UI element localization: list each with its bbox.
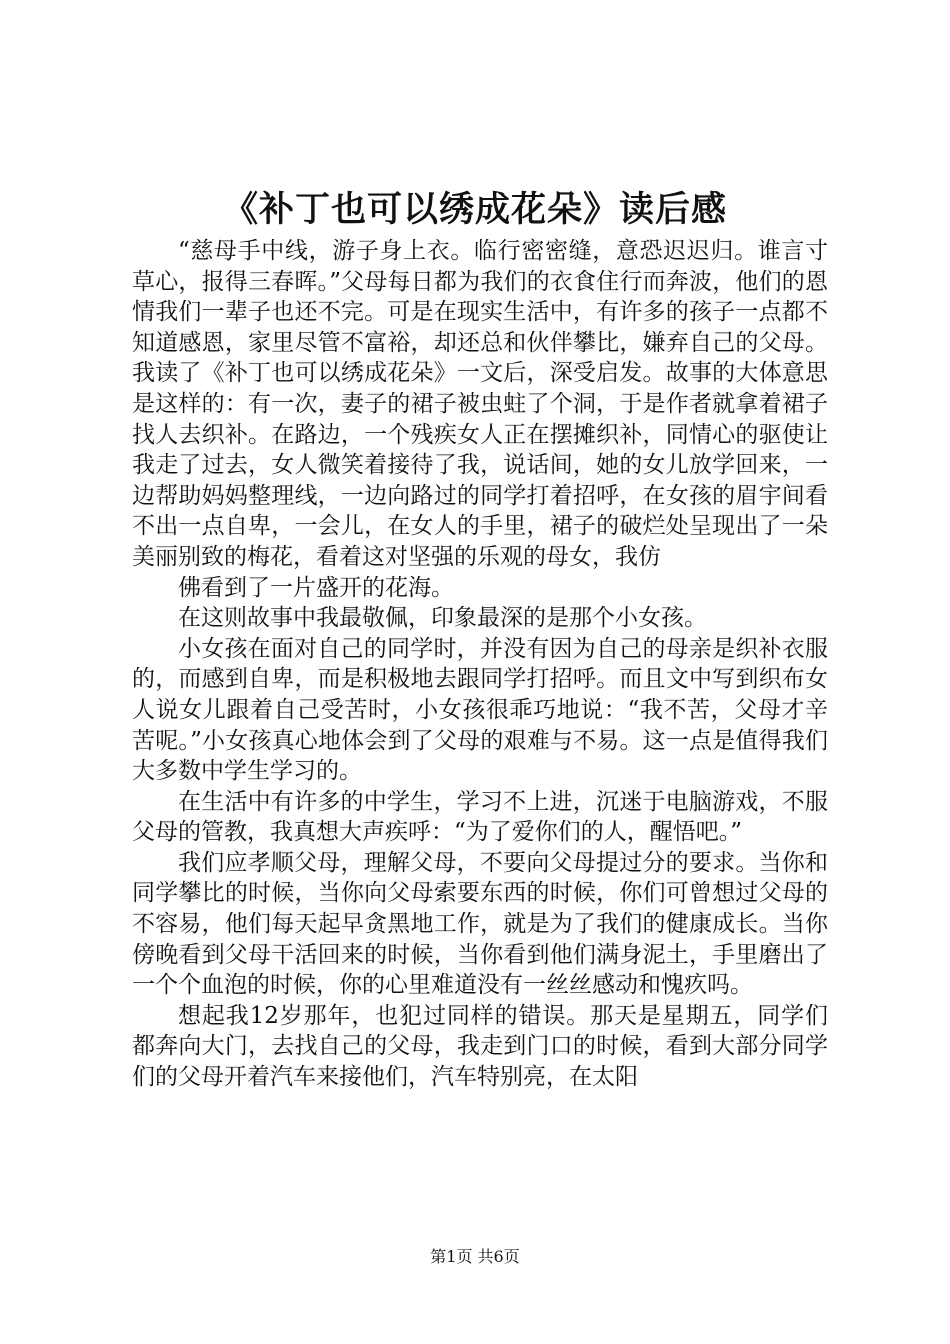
paragraph-6: 我们应孝顺父母，理解父母，不要向父母提过分的要求。当你和同学攀比的时候，当你向父母索要东西的时候，你们可曾想过父母的不容易，他们每天起早贪黑地工作，就是为了我们的健康成长。当你傍晚看到父母干活回来的时候，当你看到他们满身泥土，手里磨出了一个个血泡的时候，你的心里难道没有一丝丝感动和愧疚吗。 — [132, 849, 828, 999]
paragraph-5: 在生活中有许多的中学生，学习不上进，沉迷于电脑游戏，不服父母的管教，我真想大声疾呼：“为了爱你们的人，醒悟吧。” — [132, 788, 828, 846]
paragraph-3: 在这则故事中我最敬佩，印象最深的是那个小女孩。 — [178, 605, 707, 632]
paragraph-7: 想起我12岁那年，也犯过同样的错误。那天是星期五，同学们都奔向大门，去找自己的父母，我走到门口的时候，看到大部分同学们的父母开着汽车来接他们，汽车特别亮，在太阳 — [132, 1002, 828, 1091]
document-body — [132, 236, 828, 1093]
paragraph-2: 佛看到了一片盛开的花海。 — [178, 574, 454, 601]
page-footer: 第1页 共6页 — [430, 1247, 520, 1266]
document-title: 《补丁也可以绣成花朵》读后感 — [222, 189, 727, 230]
paragraph-4: 小女孩在面对自己的同学时，并没有因为自己的母亲是织补衣服的，而感到自卑，而是积极地去跟同学打招呼。而且文中写到织布女人说女儿跟着自己受苦时，小女孩很乖巧地说：“我不苦，父母才辛苦呢。”小女孩真心地体会到了父母的艰难与不易。这一点是值得我们大多数中学生学习的。 — [132, 635, 828, 785]
paragraph-1: “慈母手中线，游子身上衣。临行密密缝，意恐迟迟归。谁言寸草心，报得三春晖。”父母每日都为我们的衣食住行而奔波，他们的恩情我们一辈子也还不完。可是在现实生活中，有许多的孩子一点都不知道感恩，家里尽管不富裕，却还总和伙伴攀比，嫌弃自己的父母。我读了《补丁也可以绣成花朵》一文后，深受启发。故事的大体意思是这样的：有一次，妻子的裙子被虫蛀了个洞，于是作者就拿着裙子找人去织补。在路边，一个残疾女人正在摆摊织补，同情心的驱使让我走了过去，女人微笑着接待了我，说话间，她的女儿放学回来，一边帮助妈妈整理线，一边向路过的同学打着招呼，在女孩的眉宇间看不出一点自卑，一会儿，在女人的手里，裙子的破烂处呈现出了一朵美丽别致的梅花，看着这对坚强的乐观的母女，我仿 — [132, 238, 828, 570]
